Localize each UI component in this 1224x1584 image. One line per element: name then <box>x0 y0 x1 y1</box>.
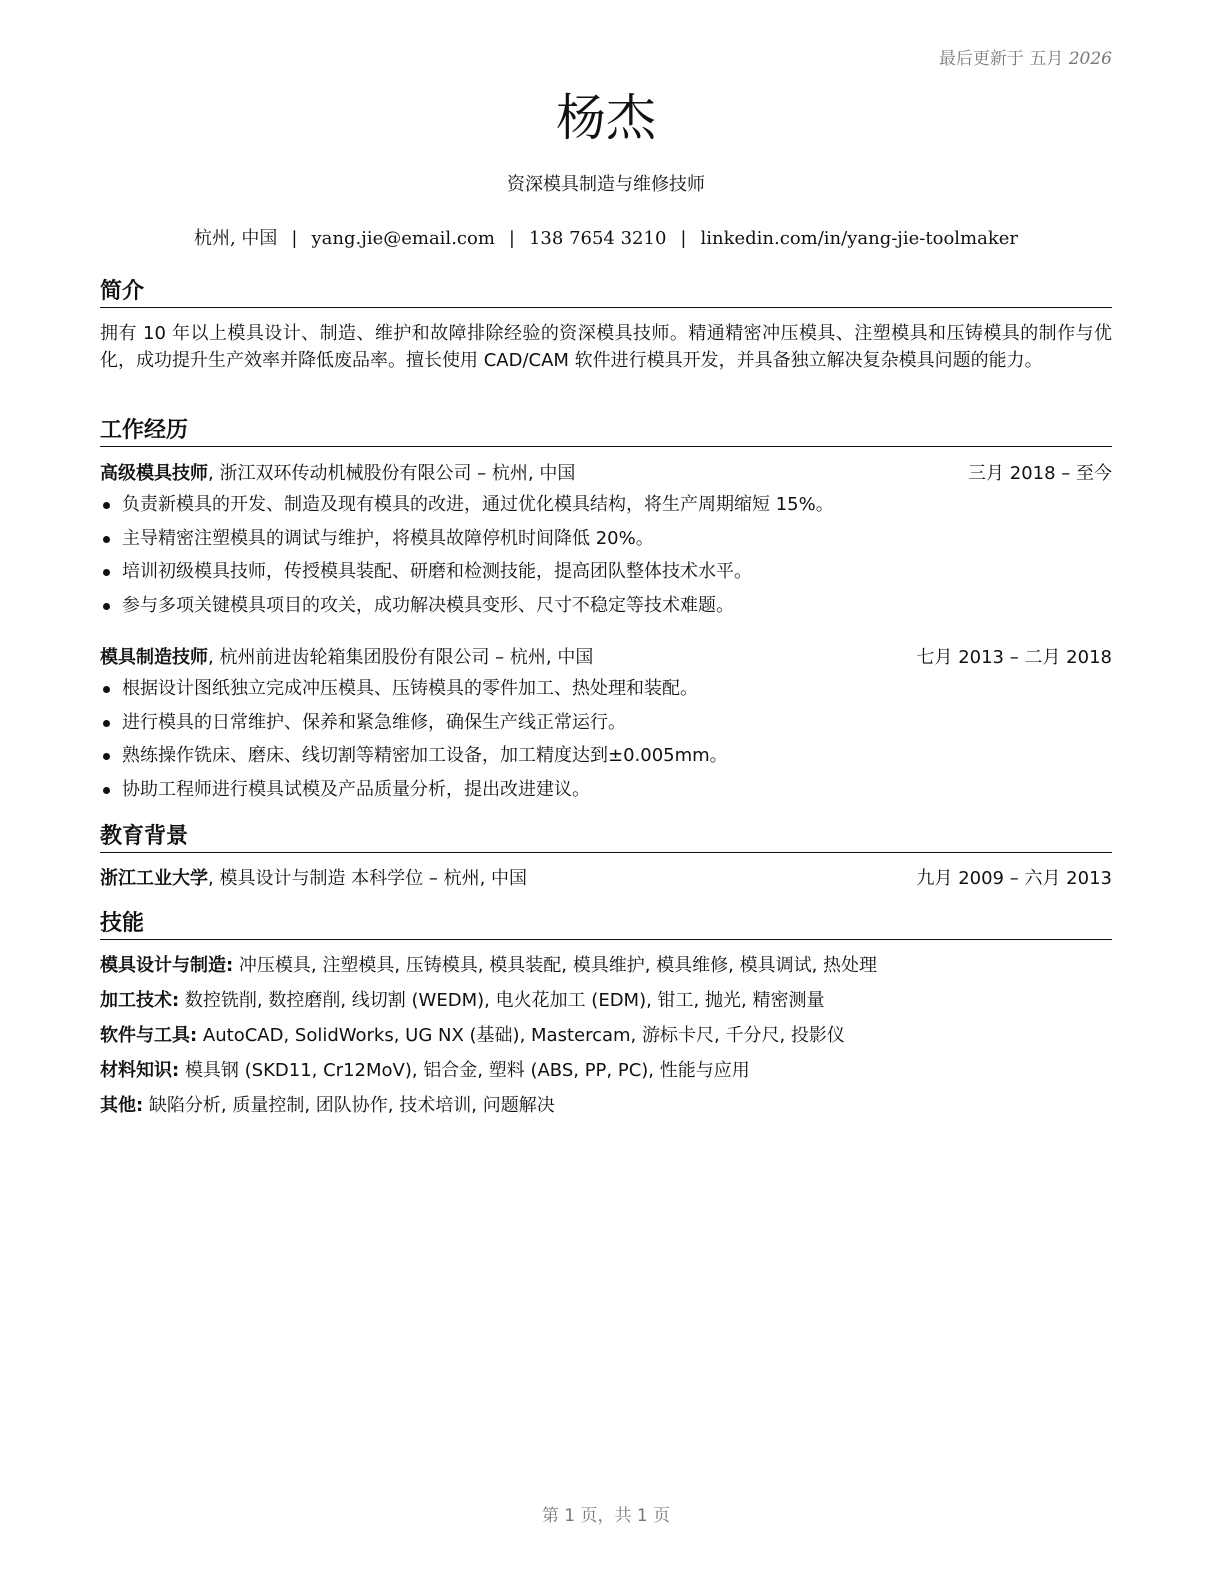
skill-value: AutoCAD, SolidWorks, UG NX (基础), Mastercam, 游标卡尺, 千分尺, 投影仪 <box>197 1025 845 1046</box>
job-bullets <box>100 676 1112 810</box>
skill-row <box>100 988 1112 1014</box>
section-title-experience: 工作经历 <box>100 416 1112 447</box>
education-entry <box>100 866 1112 892</box>
page-footer: 第 1 页，共 1 页 <box>541 1506 671 1526</box>
job-header <box>100 645 1112 671</box>
education-dates: 九月 2009 – 六月 2013 <box>916 868 1112 889</box>
skill-label: 其他: <box>100 1095 144 1116</box>
skill-label: 加工技术: <box>100 990 180 1011</box>
resume-page <box>100 0 1112 1584</box>
summary-text: 拥有 10 年以上模具设计、制造、维护和故障排除经验的资深模具技师。精通精密冲压模具、注塑模具和压铸模具的制作与优化，成功提升生产效率并降低废品率。擅长使用 CAD/CAM 软件进行模具开发，并具备独立解决复杂模具问题的能力。 <box>100 323 1112 371</box>
contact-linkedin[interactable]: linkedin.com/in/yang-jie-toolmaker <box>700 228 1019 249</box>
job-dates: 三月 2018 – 至今 <box>968 463 1112 484</box>
skill-row <box>100 1058 1112 1084</box>
job-bullet: 负责新模具的开发、制造及现有模具的改进，通过优化模具结构，将生产周期缩短 15%。 <box>100 492 1112 526</box>
skill-row <box>100 1023 1112 1049</box>
section-title-skills: 技能 <box>100 909 1112 940</box>
job-role: 高级模具技师 <box>100 463 208 484</box>
job-company: , 浙江双环传动机械股份有限公司 – 杭州, 中国 <box>208 463 576 484</box>
contact-location: 杭州, 中国 <box>193 228 278 249</box>
section-title-summary: 简介 <box>100 277 1112 308</box>
candidate-headline: 资深模具制造与维修技师 <box>507 174 705 195</box>
education-school: 浙江工业大学 <box>100 868 208 889</box>
job-bullets <box>100 492 1112 626</box>
contact-phone[interactable]: 138 7654 3210 <box>528 228 667 249</box>
skill-row <box>100 953 1112 979</box>
last-updated-prefix: 最后更新于 五月 <box>938 49 1064 69</box>
job-dates: 七月 2013 – 二月 2018 <box>916 647 1112 668</box>
job-company: , 杭州前进齿轮箱集团股份有限公司 – 杭州, 中国 <box>208 647 594 668</box>
job-bullet: 协助工程师进行模具试模及产品质量分析，提出改进建议。 <box>100 777 1112 811</box>
contact-email[interactable]: yang.jie@email.com <box>311 228 495 249</box>
job-bullet: 主导精密注塑模具的调试与维护，将模具故障停机时间降低 20%。 <box>100 526 1112 560</box>
skill-label: 模具设计与制造: <box>100 955 234 976</box>
skill-value: 冲压模具, 注塑模具, 压铸模具, 模具装配, 模具维护, 模具维修, 模具调试, 热处理 <box>233 955 878 976</box>
contact-separator: | <box>291 228 298 249</box>
skill-label: 材料知识: <box>100 1060 180 1081</box>
skill-value: 模具钢 (SKD11, Cr12MoV), 铝合金, 塑料 (ABS, PP, PC), 性能与应用 <box>179 1060 750 1081</box>
skill-label: 软件与工具: <box>100 1025 198 1046</box>
education-detail: , 模具设计与制造 本科学位 – 杭州, 中国 <box>208 868 528 889</box>
candidate-name: 杨杰 <box>556 89 656 147</box>
job-header <box>100 461 1112 487</box>
skill-value: 缺陷分析, 质量控制, 团队协作, 技术培训, 问题解决 <box>143 1095 555 1116</box>
job-bullet: 进行模具的日常维护、保养和紧急维修，确保生产线正常运行。 <box>100 710 1112 744</box>
job-bullet: 培训初级模具技师，传授模具装配、研磨和检测技能，提高团队整体技术水平。 <box>100 559 1112 593</box>
last-updated <box>939 44 1112 69</box>
job-bullet: 根据设计图纸独立完成冲压模具、压铸模具的零件加工、热处理和装配。 <box>100 676 1112 710</box>
job-bullet: 熟练操作铣床、磨床、线切割等精密加工设备，加工精度达到±0.005mm。 <box>100 743 1112 777</box>
contact-line <box>100 224 1112 250</box>
job-bullet: 参与多项关键模具项目的攻关，成功解决模具变形、尺寸不稳定等技术难题。 <box>100 593 1112 627</box>
last-updated-year: 2026 <box>1068 49 1112 69</box>
contact-separator: | <box>680 228 687 249</box>
skill-value: 数控铣削, 数控磨削, 线切割 (WEDM), 电火花加工 (EDM), 钳工, 抛光, 精密测量 <box>179 990 825 1011</box>
job-role: 模具制造技师 <box>100 647 208 668</box>
section-title-education: 教育背景 <box>100 822 1112 853</box>
contact-separator: | <box>508 228 515 249</box>
skill-row <box>100 1093 1112 1119</box>
